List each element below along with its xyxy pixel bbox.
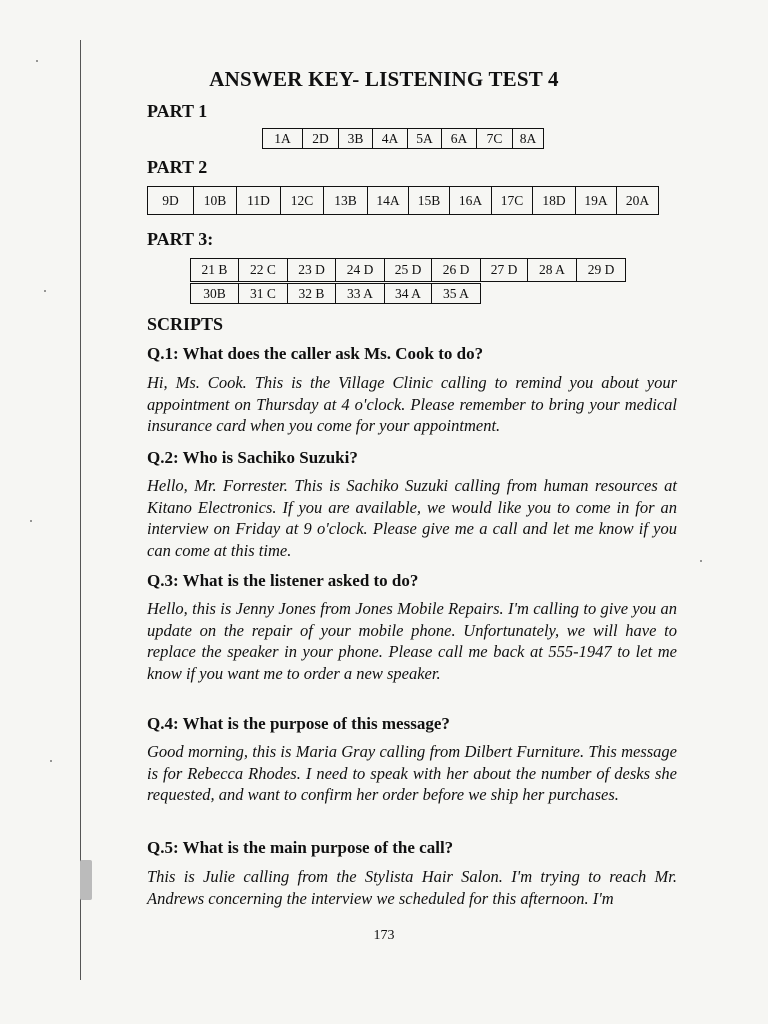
answer-cell: 4A — [373, 129, 408, 149]
answer-cell: 24 D — [336, 259, 385, 282]
answer-cell: 22 C — [239, 259, 288, 282]
answer-cell: 25 D — [385, 259, 432, 282]
scripts-heading: SCRIPTS — [147, 314, 224, 334]
answer-cell: 3B — [339, 129, 373, 149]
answer-cell: 2D — [303, 129, 339, 149]
question-script: This is Julie calling from the Stylista Hair Salon. I'm trying to reach Mr. Andrews concerning the interview we scheduled for this afternoon. I'm — [147, 867, 677, 908]
scan-speck — [36, 60, 38, 62]
question-heading: Q.1: What does the caller ask Ms. Cook to do? — [147, 344, 484, 363]
answer-cell: 31 C — [239, 284, 288, 304]
answer-cell: 21 B — [191, 259, 239, 282]
question-heading: Q.2: Who is Sachiko Suzuki? — [147, 448, 358, 467]
question-script: Good morning, this is Maria Gray calling from Dilbert Furniture. This message is for Rebecca Rhodes. I need to speak with her about the number of desks she requested, and want to confirm her order before we ship her purchases. — [147, 742, 677, 804]
answer-cell: 6A — [442, 129, 477, 149]
question-script: Hello, Mr. Forrester. This is Sachiko Suzuki calling from human resources at Kitano Electronics. If you are available, we would like you to come in for an interview on Friday at 9 o'clock. Please give me a call and let me know if you can come at this time. — [147, 476, 677, 560]
answer-cell: 33 A — [336, 284, 385, 304]
answer-cell: 19A — [576, 187, 617, 215]
part3-heading: PART 3: — [147, 229, 214, 249]
scan-speck — [700, 560, 702, 562]
answer-cell: 16A — [450, 187, 492, 215]
part3-answer-table-row1 — [190, 258, 626, 282]
answer-cell: 29 D — [577, 259, 626, 282]
answer-cell: 20A — [617, 187, 659, 215]
part2-heading: PART 2 — [147, 157, 208, 177]
answer-cell: 32 B — [288, 284, 336, 304]
answer-cell: 26 D — [432, 259, 481, 282]
scan-speck — [50, 760, 52, 762]
part3-answer-table-row2 — [190, 283, 481, 304]
answer-cell: 8A — [513, 129, 544, 149]
answer-cell: 13B — [324, 187, 368, 215]
scan-smudge — [80, 860, 92, 900]
answer-cell: 10B — [194, 187, 237, 215]
answer-cell: 14A — [368, 187, 409, 215]
question-script: Hi, Ms. Cook. This is the Village Clinic calling to remind you about your appointment on Thursday at 4 o'clock. Please remember to bring your medical insurance card when you come for your appointment. — [147, 373, 677, 435]
answer-cell: 18D — [533, 187, 576, 215]
answer-cell: 34 A — [385, 284, 432, 304]
answer-cell: 35 A — [432, 284, 481, 304]
answer-cell: 1A — [263, 129, 303, 149]
answer-cell: 23 D — [288, 259, 336, 282]
part1-answer-table — [262, 128, 544, 149]
answer-cell: 15B — [409, 187, 450, 215]
page-title: ANSWER KEY- LISTENING TEST 4 — [209, 67, 559, 91]
question-script: Hello, this is Jenny Jones from Jones Mobile Repairs. I'm calling to give you an update on the repair of your mobile phone. Unfortunately, we will have to replace the speaker in your phone. Please call me back at 555-1947 to let me know if you want me to order a new speaker. — [147, 599, 677, 683]
answer-cell: 7C — [477, 129, 513, 149]
answer-cell: 28 A — [528, 259, 577, 282]
part2-answer-table — [147, 186, 659, 215]
page-number: 173 — [373, 928, 395, 943]
scan-speck — [30, 520, 32, 522]
answer-cell: 9D — [148, 187, 194, 215]
binding-edge — [80, 40, 81, 980]
question-heading: Q.3: What is the listener asked to do? — [147, 571, 419, 590]
answer-cell: 5A — [408, 129, 442, 149]
answer-cell: 30B — [191, 284, 239, 304]
answer-cell: 17C — [492, 187, 533, 215]
scan-speck — [44, 290, 46, 292]
question-heading: Q.5: What is the main purpose of the call? — [147, 838, 454, 857]
part1-heading: PART 1 — [147, 101, 208, 121]
question-heading: Q.4: What is the purpose of this message? — [147, 714, 450, 733]
answer-cell: 11D — [237, 187, 281, 215]
answer-cell: 12C — [281, 187, 324, 215]
answer-cell: 27 D — [481, 259, 528, 282]
